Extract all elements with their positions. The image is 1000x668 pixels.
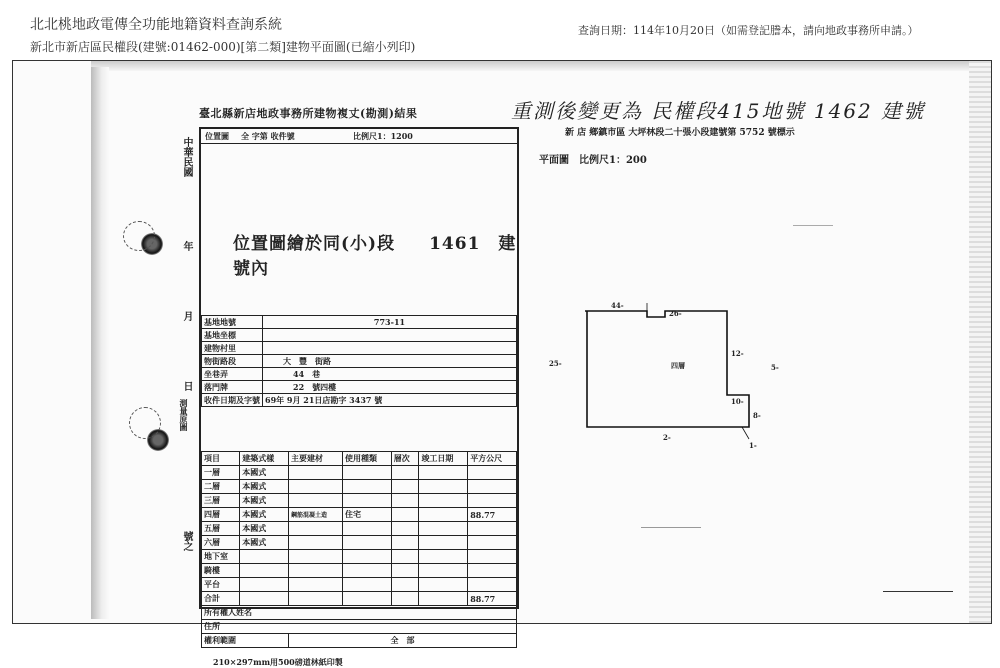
form-header (201, 129, 517, 144)
floor-area (468, 480, 517, 494)
plan-dimension: 12- (731, 349, 744, 358)
rights-scope: 全 部 (288, 634, 516, 648)
floor-style: 本國式 (240, 508, 289, 522)
table-row (202, 564, 517, 578)
inner-title-number: 1461 (429, 234, 481, 254)
table-row (202, 620, 517, 634)
floor-area (468, 494, 517, 508)
table-row (202, 494, 517, 508)
reg-label: 落門牌 (202, 381, 263, 394)
floor-use (343, 522, 392, 536)
reg-value: 22 號四樓 (263, 381, 517, 394)
scan-shadow-top (91, 61, 971, 71)
plan-dimension: 26- (669, 309, 682, 318)
floor-use (343, 494, 392, 508)
table-row (202, 606, 517, 620)
punch-hole-ring (129, 407, 161, 439)
floor-plan-label: 四層 (671, 361, 685, 370)
header-title: 北北桃地政電傳全功能地籍資料查詢系統 (30, 17, 282, 33)
punch-hole-ring (123, 221, 155, 251)
extra-row-label: 騎樓 (202, 564, 240, 578)
col-header: 平方公尺 (468, 452, 517, 466)
total-area: 88.77 (468, 592, 517, 606)
floor-plan (549, 301, 797, 465)
table-row (202, 329, 517, 342)
scan-mark (793, 225, 833, 226)
table-row (202, 355, 517, 368)
floor-use (343, 536, 392, 550)
floor-style: 本國式 (240, 466, 289, 480)
floor-plan-outline (577, 301, 797, 461)
floor-label: 一層 (202, 466, 240, 480)
office-title: 臺北縣新店地政事務所建物複丈(勘測)結果 (199, 107, 418, 120)
table-row (202, 480, 517, 494)
side-label-month: 月 (181, 311, 192, 321)
plan-dimension: 44- (611, 301, 624, 310)
floor-style: 本國式 (240, 494, 289, 508)
footer-note: 210×297mm用500磅道林紙印製 (213, 657, 343, 667)
floor-label: 五層 (202, 522, 240, 536)
registration-form (199, 127, 519, 667)
floor-label: 四層 (202, 508, 240, 522)
owner-name-label: 所有權人姓名 (202, 606, 517, 620)
floor-style: 本國式 (240, 536, 289, 550)
plan-dimension: 25- (549, 359, 562, 368)
inner-title (233, 229, 517, 279)
table-row (202, 634, 517, 648)
extra-row-label: 合計 (202, 592, 240, 606)
plan-scale: 平面圖 比例尺1：200 (539, 155, 647, 166)
table-row (202, 550, 517, 564)
reg-value: 大 豐 街路 (263, 355, 517, 368)
table-row (202, 592, 517, 606)
floor-area: 88.77 (468, 508, 517, 522)
floor-table (201, 451, 517, 648)
col-header: 建築式樣 (240, 452, 289, 466)
reg-value: 69年 9月 21日店勘字 3437 號 (263, 394, 517, 407)
col-header: 層次 (391, 452, 419, 466)
floor-area (468, 536, 517, 550)
form-scale: 比例尺1：1200 (353, 131, 413, 141)
plan-dimension: 2- (663, 433, 671, 442)
reg-label: 基地坐標 (202, 329, 263, 342)
table-row (202, 508, 517, 522)
floor-material: 鋼筋混凝土造 (288, 508, 342, 522)
col-header: 竣工日期 (419, 452, 468, 466)
table-row (202, 522, 517, 536)
floor-label: 二層 (202, 480, 240, 494)
table-row (202, 578, 517, 592)
reg-label: 收件日期及字號 (202, 394, 263, 407)
side-label-year: 年 (181, 241, 192, 251)
inner-title-tail: 建號內 (233, 234, 517, 279)
reg-value: 773-11 (263, 316, 517, 329)
handwritten-title: 重測後變更為 民權段415地號 1462 建號 (511, 99, 926, 123)
table-header-row (202, 452, 517, 466)
floor-use (343, 480, 392, 494)
floor-area (468, 466, 517, 480)
floor-label: 六層 (202, 536, 240, 550)
scan-noise-right (969, 61, 991, 623)
receipt-label: 全 字第 收件號 (241, 131, 295, 141)
table-row (202, 394, 517, 407)
table-row (202, 466, 517, 480)
scan-mark (883, 591, 953, 592)
location-line: 新 店 鄉鎮市區 大坪林段二十張小段建號第 5752 號標示 (565, 128, 795, 138)
floor-material (288, 480, 342, 494)
side-label-bottom: 號之 (181, 531, 192, 551)
plan-dimension: 5- (771, 363, 779, 372)
reg-label: 基地地號 (202, 316, 263, 329)
col-header: 使用種類 (343, 452, 392, 466)
floor-material (288, 466, 342, 480)
table-row (202, 368, 517, 381)
reg-value (263, 342, 517, 355)
query-date: 查詢日期：114年10月20日（如需登記謄本，請向地政事務所申請。） (578, 24, 919, 37)
floor-use (343, 466, 392, 480)
scan-shadow-left (91, 67, 109, 619)
floor-material (288, 522, 342, 536)
col-header: 項目 (202, 452, 240, 466)
rights-label: 權利範圍 (202, 634, 289, 648)
inner-title-text: 位置圖繪於同(小)段 (233, 234, 396, 254)
plan-dimension: 8- (753, 411, 761, 420)
floor-material (288, 494, 342, 508)
side-label-top: 中華民國 (181, 137, 192, 177)
owner-address-label: 住所 (202, 620, 517, 634)
registration-table (201, 315, 517, 407)
floor-material (288, 536, 342, 550)
col-header: 主要建材 (288, 452, 342, 466)
reg-label: 物街路段 (202, 355, 263, 368)
position-map-label: 位置圖 (205, 131, 229, 141)
reg-value: 44 巷 (263, 368, 517, 381)
floor-style: 本國式 (240, 480, 289, 494)
reg-value (263, 329, 517, 342)
side-label-day: 日 (181, 381, 192, 391)
header-subtitle: 新北市新店區民權段(建號:01462-000)[第二類]建物平面圖(已縮小列印) (30, 40, 416, 54)
side-label-day-extra: 測量原圖 (179, 399, 189, 431)
floor-area (468, 522, 517, 536)
reg-label: 坐巷弄 (202, 368, 263, 381)
extra-row-label: 地下室 (202, 550, 240, 564)
table-row (202, 536, 517, 550)
extra-row-label: 平台 (202, 578, 240, 592)
plan-dimension: 1- (749, 441, 757, 450)
floor-style: 本國式 (240, 522, 289, 536)
scan-mark (641, 527, 701, 528)
table-row (202, 381, 517, 394)
table-row (202, 342, 517, 355)
reg-label: 建物村里 (202, 342, 263, 355)
plan-dimension: 10- (731, 397, 744, 406)
floor-label: 三層 (202, 494, 240, 508)
floor-use: 住宅 (343, 508, 392, 522)
table-row (202, 316, 517, 329)
scanned-document (12, 60, 992, 667)
